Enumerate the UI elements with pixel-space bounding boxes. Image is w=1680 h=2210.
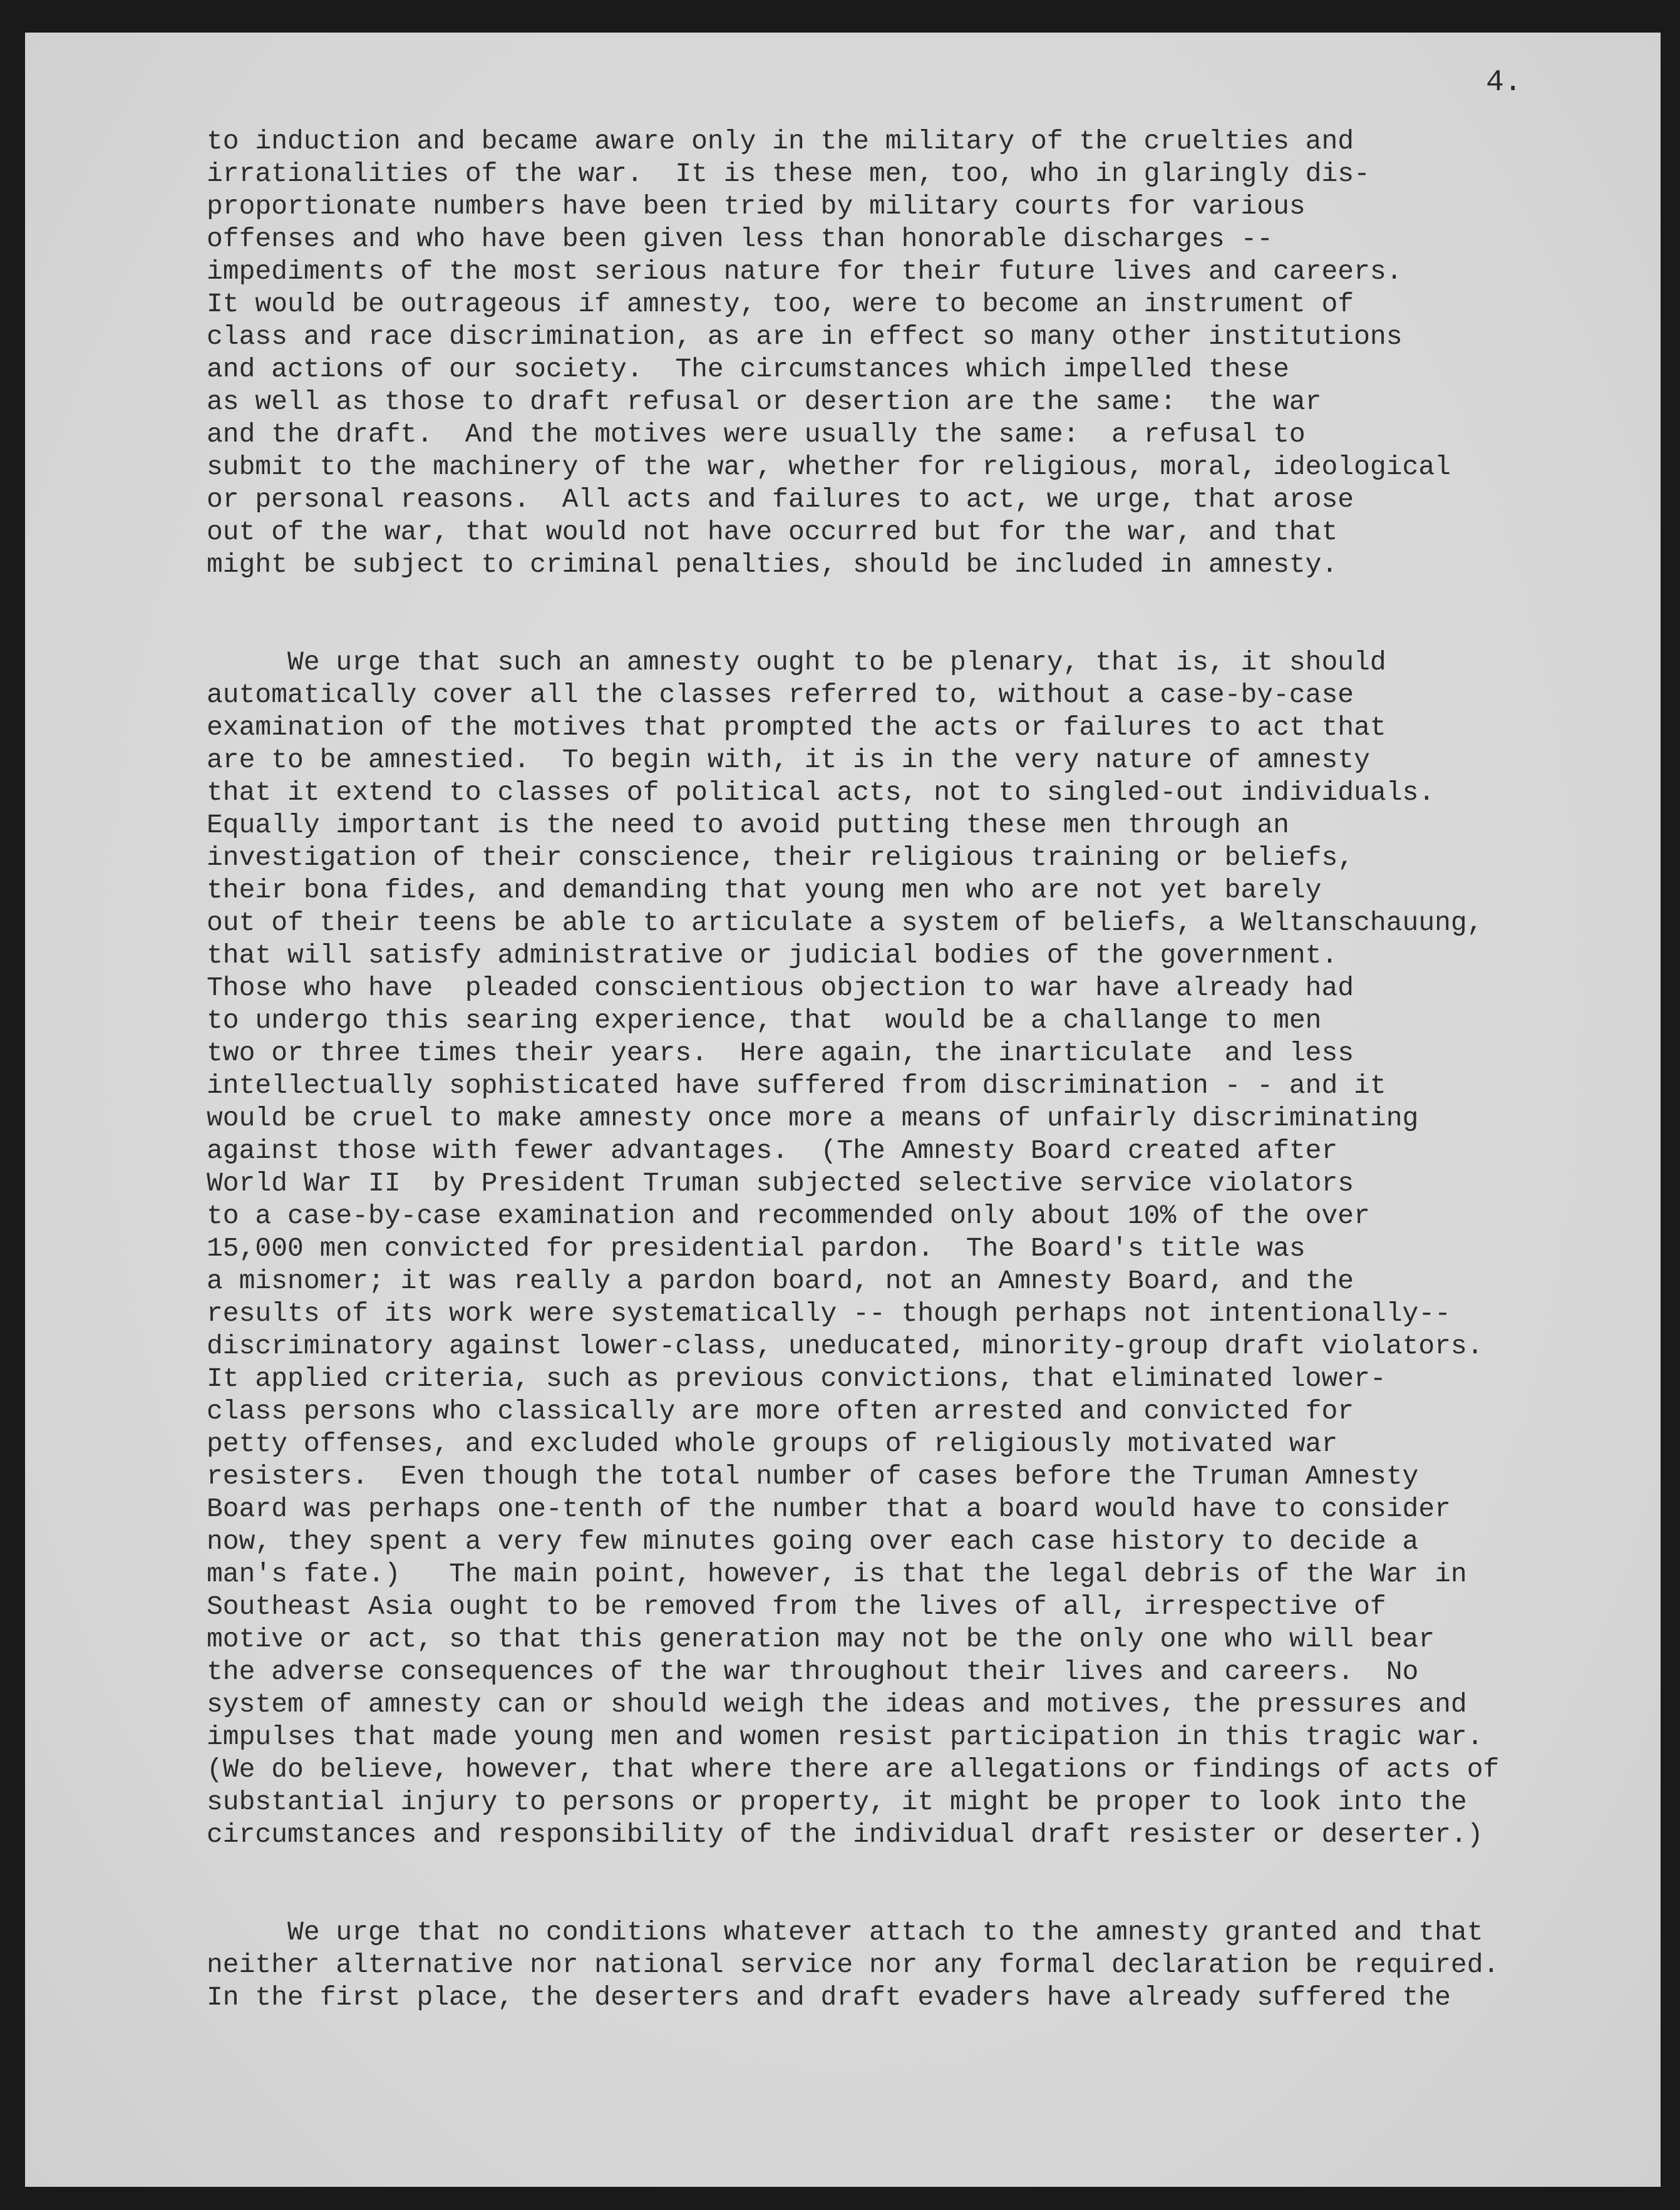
text-line: offenses and who have been given less than honorable discharges -- <box>207 224 1274 254</box>
text-line: We urge that no conditions whatever attach to the amnesty granted and that <box>207 1917 1483 1948</box>
text-line: might be subject to criminal penalties, should be included in amnesty. <box>207 549 1338 580</box>
paragraph-3 <box>207 1916 1509 2014</box>
text-line: to a case-by-case examination and recommended only about 10% of the over <box>207 1201 1370 1231</box>
text-line: two or three times their years. Here again, the inarticulate and less <box>207 1038 1354 1068</box>
text-line: and actions of our society. The circumstances which impelled these <box>207 354 1289 385</box>
text-line: circumstances and responsibility of the individual draft resister or deserter.) <box>207 1819 1483 1850</box>
text-line: investigation of their conscience, their religious training or beliefs, <box>207 842 1354 873</box>
text-line: World War II by President Truman subjected selective service violators <box>207 1168 1354 1199</box>
text-line: petty offenses, and excluded whole groups of religiously motivated war <box>207 1428 1338 1459</box>
paragraph-2 <box>207 646 1509 1851</box>
text-line: to undergo this searing experience, that would be a challange to men <box>207 1005 1322 1036</box>
text-line: would be cruel to make amnesty once more a means of unfairly discriminating <box>207 1103 1419 1133</box>
text-line: It applied criteria, such as previous convictions, that eliminated lower- <box>207 1363 1386 1394</box>
text-line: intellectually sophisticated have suffered from discrimination - - and it <box>207 1070 1386 1101</box>
text-line: 15,000 men convicted for presidential pardon. The Board's title was <box>207 1233 1306 1264</box>
page-number: 4. <box>1486 66 1522 100</box>
text-line: proportionate numbers have been tried by military courts for various <box>207 191 1306 222</box>
text-line: neither alternative nor national service nor any formal declaration be required. <box>207 1949 1500 1980</box>
text-line: and the draft. And the motives were usually the same: a refusal to <box>207 419 1306 450</box>
document-body <box>207 125 1509 2014</box>
text-line: class and race discrimination, as are in effect so many other institutions <box>207 321 1403 352</box>
text-line: a misnomer; it was really a pardon board, not an Amnesty Board, and the <box>207 1266 1354 1296</box>
text-line: motive or act, so that this generation may not be the only one who will bear <box>207 1624 1435 1655</box>
text-line: their bona fides, and demanding that young men who are not yet barely <box>207 875 1322 906</box>
text-line: Southeast Asia ought to be removed from the lives of all, irrespective of <box>207 1591 1386 1622</box>
paragraph-spacer <box>207 581 1509 646</box>
text-line: submit to the machinery of the war, whether for religious, moral, ideological <box>207 452 1451 482</box>
text-line: In the first place, the deserters and draft evaders have already suffered the <box>207 1982 1451 2013</box>
text-line: class persons who classically are more often arrested and convicted for <box>207 1396 1354 1427</box>
text-line: It would be outrageous if amnesty, too, were to become an instrument of <box>207 289 1354 319</box>
text-line: irrationalities of the war. It is these men, too, who in glaringly dis- <box>207 158 1370 189</box>
text-line: We urge that such an amnesty ought to be plenary, that is, it should <box>207 647 1386 678</box>
text-line: results of its work were systematically -- though perhaps not intentionally-- <box>207 1298 1451 1329</box>
text-line: examination of the motives that prompted the acts or failures to act that <box>207 712 1386 743</box>
paragraph-spacer <box>207 1851 1509 1916</box>
text-line: automatically cover all the classes referred to, without a case-by-case <box>207 679 1354 710</box>
text-line: or personal reasons. All acts and failures to act, we urge, that arose <box>207 484 1354 515</box>
text-line: substantial injury to persons or property, it might be proper to look into the <box>207 1787 1467 1817</box>
text-line: as well as those to draft refusal or desertion are the same: the war <box>207 386 1322 417</box>
text-line: (We do believe, however, that where there are allegations or findings of acts of <box>207 1754 1500 1785</box>
text-line: Those who have pleaded conscientious objection to war have already had <box>207 973 1354 1003</box>
text-line: the adverse consequences of the war throughout their lives and careers. No <box>207 1656 1419 1687</box>
text-line: against those with fewer advantages. (The Amnesty Board created after <box>207 1135 1338 1166</box>
text-line: system of amnesty can or should weigh the ideas and motives, the pressures and <box>207 1689 1467 1720</box>
text-line: to induction and became aware only in the military of the cruelties and <box>207 126 1354 157</box>
text-line: Equally important is the need to avoid putting these men through an <box>207 810 1289 840</box>
text-line: out of their teens be able to articulate a system of beliefs, a Weltanschauung, <box>207 907 1483 938</box>
text-line: impediments of the most serious nature for their future lives and careers. <box>207 256 1403 287</box>
text-line: man's fate.) The main point, however, is that the legal debris of the War in <box>207 1559 1467 1589</box>
paragraph-1 <box>207 125 1509 581</box>
text-line: now, they spent a very few minutes going over each case history to decide a <box>207 1526 1419 1557</box>
text-line: discriminatory against lower-class, uneducated, minority-group draft violators. <box>207 1331 1483 1361</box>
text-line: Board was perhaps one-tenth of the number that a board would have to consider <box>207 1494 1451 1524</box>
text-line: resisters. Even though the total number of cases before the Truman Amnesty <box>207 1461 1419 1492</box>
text-line: that will satisfy administrative or judicial bodies of the government. <box>207 940 1338 971</box>
text-line: are to be amnestied. To begin with, it is in the very nature of amnesty <box>207 745 1370 775</box>
text-line: impulses that made young men and women resist participation in this tragic war. <box>207 1722 1483 1752</box>
text-line: out of the war, that would not have occurred but for the war, and that <box>207 517 1338 547</box>
text-line: that it extend to classes of political acts, not to singled-out individuals. <box>207 777 1435 808</box>
